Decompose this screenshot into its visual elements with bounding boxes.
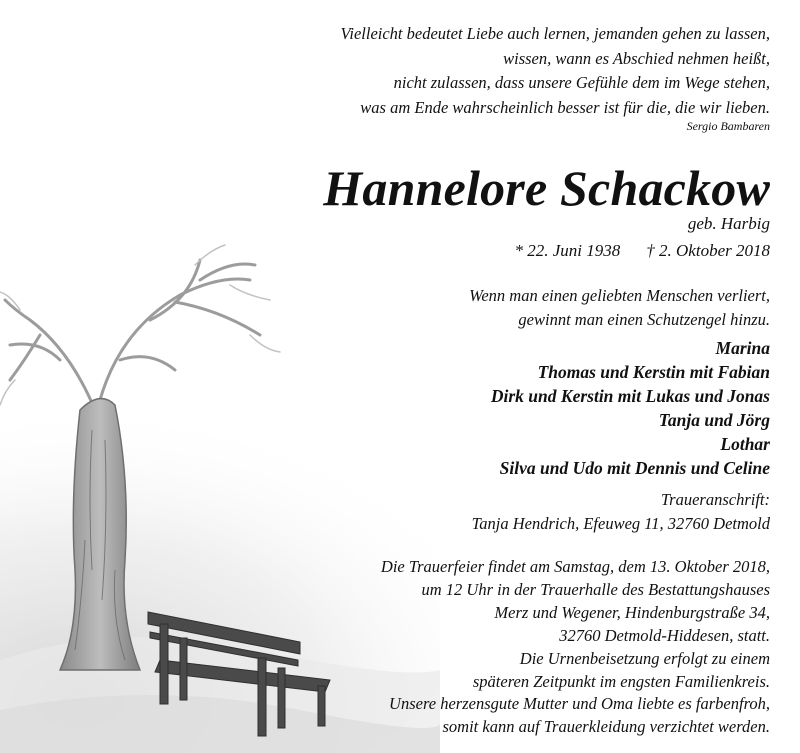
closing-line: somit kann auf Trauerkleidung verzichtet werden. — [442, 717, 770, 736]
closing-line: Unsere herzensgute Mutter und Oma liebte es farbenfroh, — [389, 694, 770, 713]
maiden-name: geb. Harbig — [687, 214, 770, 233]
mourning-address — [472, 488, 770, 536]
mourner-line: Tanja und Jörg — [658, 410, 770, 430]
life-dates — [515, 240, 771, 262]
memorial-verse — [469, 284, 770, 332]
funeral-line: späteren Zeitpunkt im engsten Familienkreis. — [472, 672, 770, 691]
mourner-line: Silva und Udo mit Dennis und Celine — [499, 458, 770, 478]
mourner-line: Dirk und Kerstin mit Lukas und Jonas — [490, 386, 770, 406]
mourner-line: Lothar — [720, 434, 770, 454]
quote-author: Sergio Bambaren — [686, 119, 770, 133]
tree-and-bench-sketch-icon — [0, 240, 440, 753]
quote-line: wissen, wann es Abschied nehmen heißt, — [503, 48, 770, 68]
quote-line: Vielleicht bedeutet Liebe auch lernen, jemanden gehen zu lassen, — [340, 24, 770, 43]
quote-line: nicht zulassen, dass unsere Gefühle dem im Wege stehen, — [393, 73, 770, 92]
funeral-line: Die Urnenbeisetzung erfolgt zu einem — [519, 649, 770, 668]
opening-quote — [341, 22, 770, 134]
mourner-line: Thomas und Kerstin mit Fabian — [537, 362, 770, 382]
address-label: Traueranschrift: — [660, 490, 770, 509]
funeral-line: 32760 Detmold-Hiddesen, statt. — [559, 626, 770, 645]
verse-line: gewinnt man einen Schutzengel hinzu. — [518, 310, 770, 329]
mourners-list — [491, 336, 770, 480]
birth-date: * 22. Juni 1938 — [514, 241, 621, 260]
funeral-line: Merz und Wegener, Hindenburgstraße 34, — [494, 603, 770, 622]
address-value: Tanja Hendrich, Efeuweg 11, 32760 Detmold — [471, 514, 770, 533]
closing-note — [389, 692, 770, 738]
death-date: † 2. Oktober 2018 — [646, 241, 770, 260]
deceased-name: Hannelore Schackow — [323, 160, 770, 216]
funeral-details — [381, 555, 770, 693]
quote-line: was am Ende wahrscheinlich besser ist für die, die wir lieben. — [360, 97, 770, 117]
funeral-line: um 12 Uhr in der Trauerhalle des Bestattungshauses — [421, 580, 770, 599]
verse-line: Wenn man einen geliebten Menschen verliert, — [469, 286, 770, 305]
funeral-line: Die Trauerfeier findet am Samstag, dem 13. Oktober 2018, — [380, 557, 770, 576]
mourner-line: Marina — [715, 338, 770, 358]
